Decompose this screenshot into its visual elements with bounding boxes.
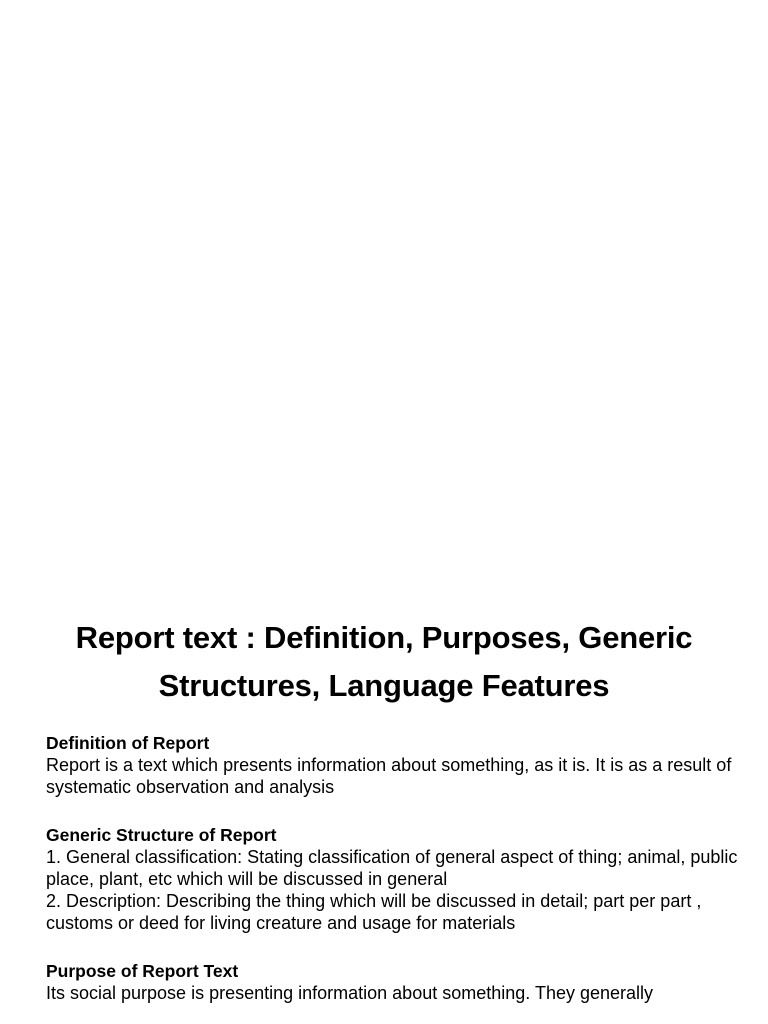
section-paragraph: 1. General classification: Stating classification of general aspect of thing; animal, public place, plant, etc which will be discussed in general xyxy=(46,847,738,889)
section-paragraph: 2. Description: Describing the thing which will be discussed in detail; part per part , customs or deed for living creature and usage for materials xyxy=(46,891,702,933)
page-title: Report text : Definition, Purposes, Generic Structures, Language Features xyxy=(75,620,693,703)
section-paragraph: Report is a text which presents information about something, as it is. It is as a result of systematic observation and analysis xyxy=(46,755,732,797)
section-heading: Generic Structure of Report xyxy=(46,825,277,845)
section-definition xyxy=(46,732,746,798)
section-spacer xyxy=(46,934,746,960)
section-spacer xyxy=(46,798,746,824)
section-heading: Definition of Report xyxy=(46,733,210,753)
section-paragraph: Its social purpose is presenting information about something. They generally xyxy=(46,983,654,1003)
document-body xyxy=(46,732,746,1004)
section-heading: Purpose of Report Text xyxy=(46,961,239,981)
section-generic-structure xyxy=(46,824,746,934)
section-purpose xyxy=(46,960,746,1004)
